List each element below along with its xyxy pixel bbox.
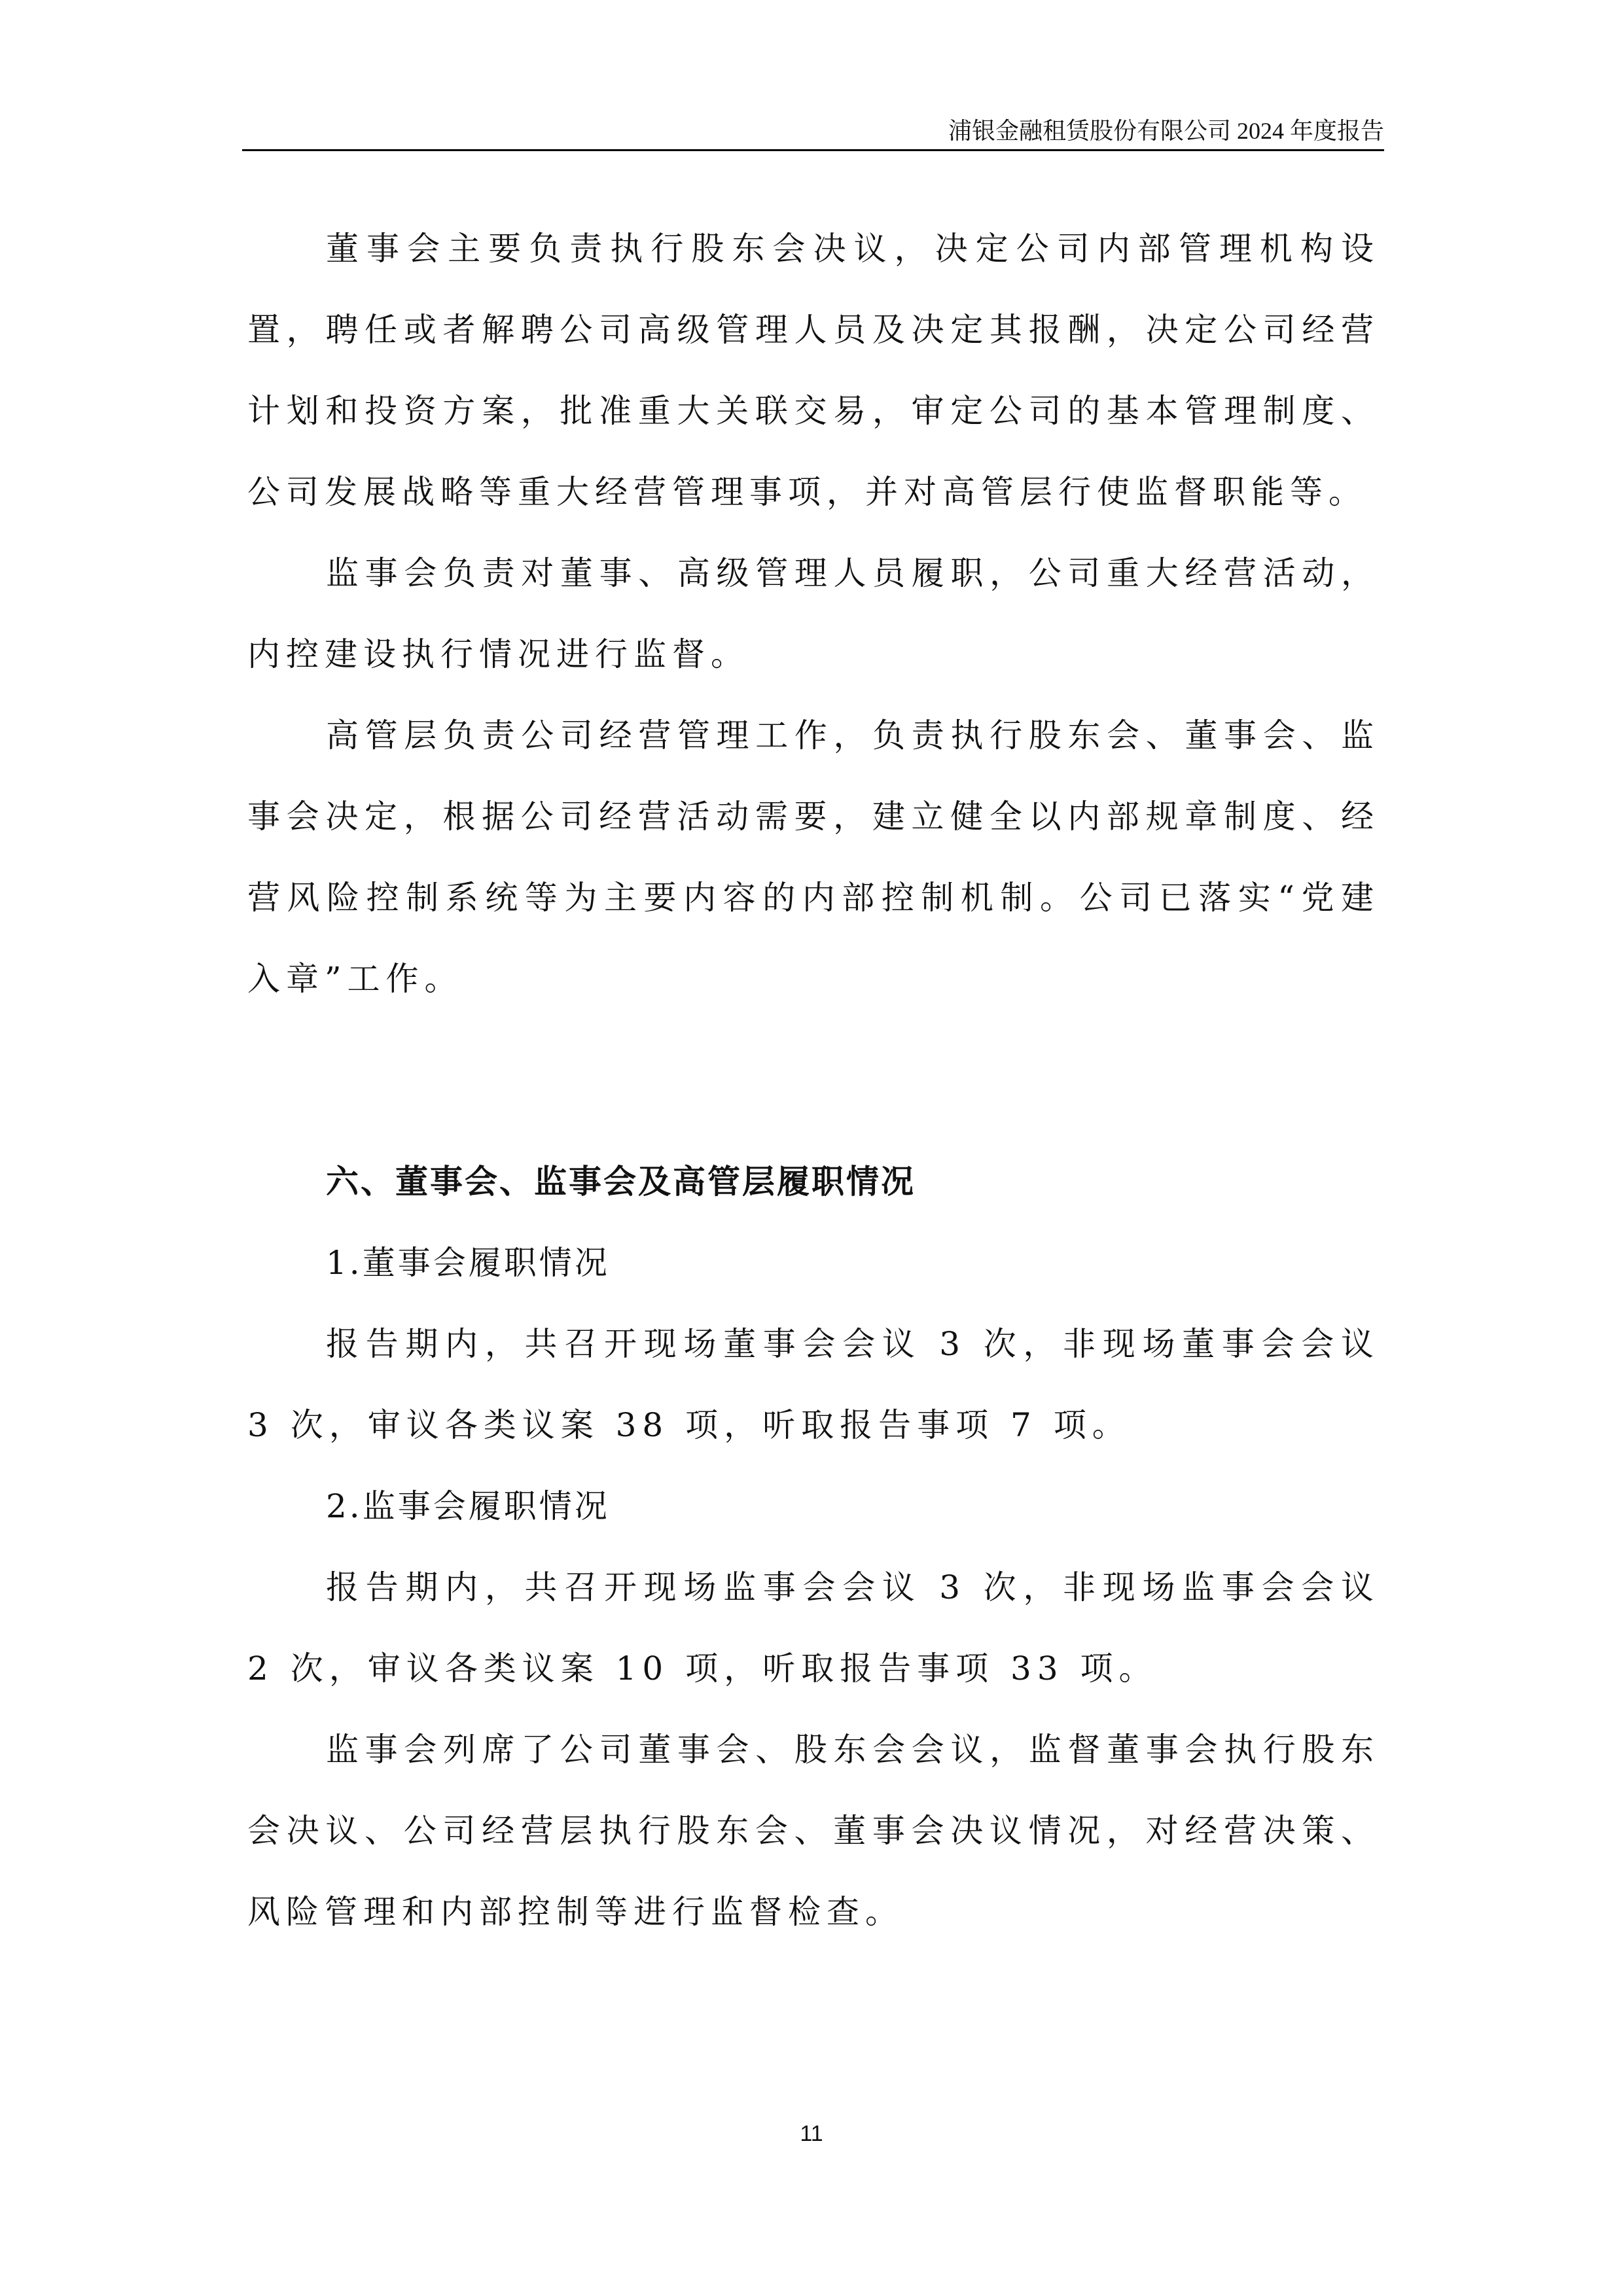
subheading-board: 1.董事会履职情况 xyxy=(326,1244,610,1282)
page-number: 11 xyxy=(800,2121,823,2146)
paragraph-board-meetings: 报告期内，共召开现场董事会会议 3 次，非现场董事会会议 3 次，审议各类议案 38 项，听取报告事项 7 项。 xyxy=(247,1325,1380,1444)
header-divider xyxy=(242,149,1384,151)
paragraph-management-duties: 高管层负责公司经营管理工作，负责执行股东会、董事会、监事会决定，根据公司经营活动需要，建立健全以内部规章制度、经营风险控制系统等为主要内容的内部控制机制。公司已落实“党建入章”工作。 xyxy=(247,716,1380,998)
section-heading: 六、董事会、监事会及高管层履职情况 xyxy=(326,1163,916,1201)
paragraph-board-duties: 董事会主要负责执行股东会决议，决定公司内部管理机构设置，聘任或者解聘公司高级管理人员及决定其报酬，决定公司经营计划和投资方案，批准重大关联交易，审定公司的基本管理制度、公司发展战略等重大经营管理事项，并对高管层行使监督职能等。 xyxy=(247,230,1380,511)
subheading-supervisors: 2.监事会履职情况 xyxy=(326,1487,610,1525)
page-body xyxy=(247,208,1380,1952)
paragraph-supervisors-oversight: 监事会列席了公司董事会、股东会会议，监督董事会执行股东会决议、公司经营层执行股东会、董事会决议情况，对经营决策、风险管理和内部控制等进行监督检查。 xyxy=(247,1731,1380,1931)
paragraph-supervisors-duties: 监事会负责对董事、高级管理人员履职，公司重大经营活动，内控建设执行情况进行监督。 xyxy=(247,554,1380,673)
page-header-title: 浦银金融租赁股份有限公司 2024 年度报告 xyxy=(948,118,1384,144)
paragraph-supervisors-meetings: 报告期内，共召开现场监事会会议 3 次，非现场监事会会议 2 次，审议各类议案 10 项，听取报告事项 33 项。 xyxy=(247,1568,1380,1687)
